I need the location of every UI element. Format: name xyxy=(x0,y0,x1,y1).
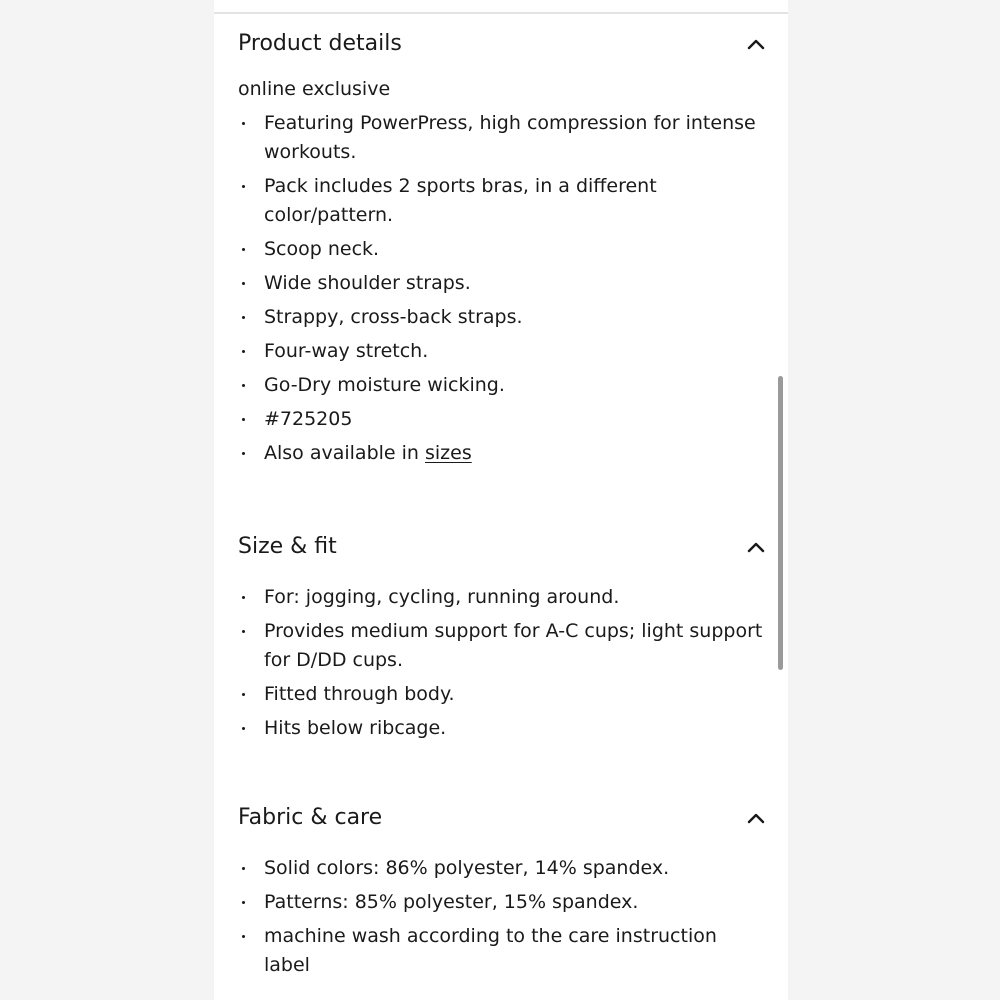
list-item: Four-way stretch. xyxy=(238,337,768,366)
list-item: Pack includes 2 sports bras, in a different color/pattern. xyxy=(238,172,768,230)
section-product-details xyxy=(238,29,768,473)
size-fit-list xyxy=(238,583,768,743)
fabric-care-title: Fabric & care xyxy=(238,805,383,830)
list-item: #725205 xyxy=(238,405,768,434)
list-item: Scoop neck. xyxy=(238,235,768,264)
fabric-care-list xyxy=(238,854,768,980)
sizes-prefix: Also available in xyxy=(264,442,425,464)
section-fabric-care xyxy=(238,803,768,985)
chevron-up-icon[interactable] xyxy=(744,536,768,560)
scrollbar-thumb[interactable] xyxy=(778,376,783,670)
fabric-care-header[interactable] xyxy=(238,803,768,837)
product-details-title: Product details xyxy=(238,31,402,56)
size-fit-header[interactable] xyxy=(238,532,768,566)
product-details-list xyxy=(238,109,768,468)
list-item: Strappy, cross-back straps. xyxy=(238,303,768,332)
chevron-up-icon[interactable] xyxy=(744,33,768,57)
sizes-link[interactable]: sizes xyxy=(425,442,472,464)
list-item: Wide shoulder straps. xyxy=(238,269,768,298)
list-item-sizes xyxy=(238,439,768,468)
chevron-up-icon[interactable] xyxy=(744,807,768,831)
list-item: For: jogging, cycling, running around. xyxy=(238,583,768,612)
list-item: Go-Dry moisture wicking. xyxy=(238,371,768,400)
online-exclusive-label: online exclusive xyxy=(238,78,391,100)
product-info-panel xyxy=(214,0,788,1000)
size-fit-title: Size & fit xyxy=(238,534,337,559)
list-item: Solid colors: 86% polyester, 14% spandex. xyxy=(238,854,768,883)
list-item: machine wash according to the care instruction label xyxy=(238,922,768,980)
section-size-fit xyxy=(238,532,768,748)
list-item: Hits below ribcage. xyxy=(238,714,768,743)
top-divider xyxy=(214,12,788,14)
product-details-header[interactable] xyxy=(238,29,768,63)
list-item: Fitted through body. xyxy=(238,680,768,709)
list-item: Patterns: 85% polyester, 15% spandex. xyxy=(238,888,768,917)
list-item: Provides medium support for A-C cups; light support for D/DD cups. xyxy=(238,617,768,675)
list-item: Featuring PowerPress, high compression for intense workouts. xyxy=(238,109,768,167)
